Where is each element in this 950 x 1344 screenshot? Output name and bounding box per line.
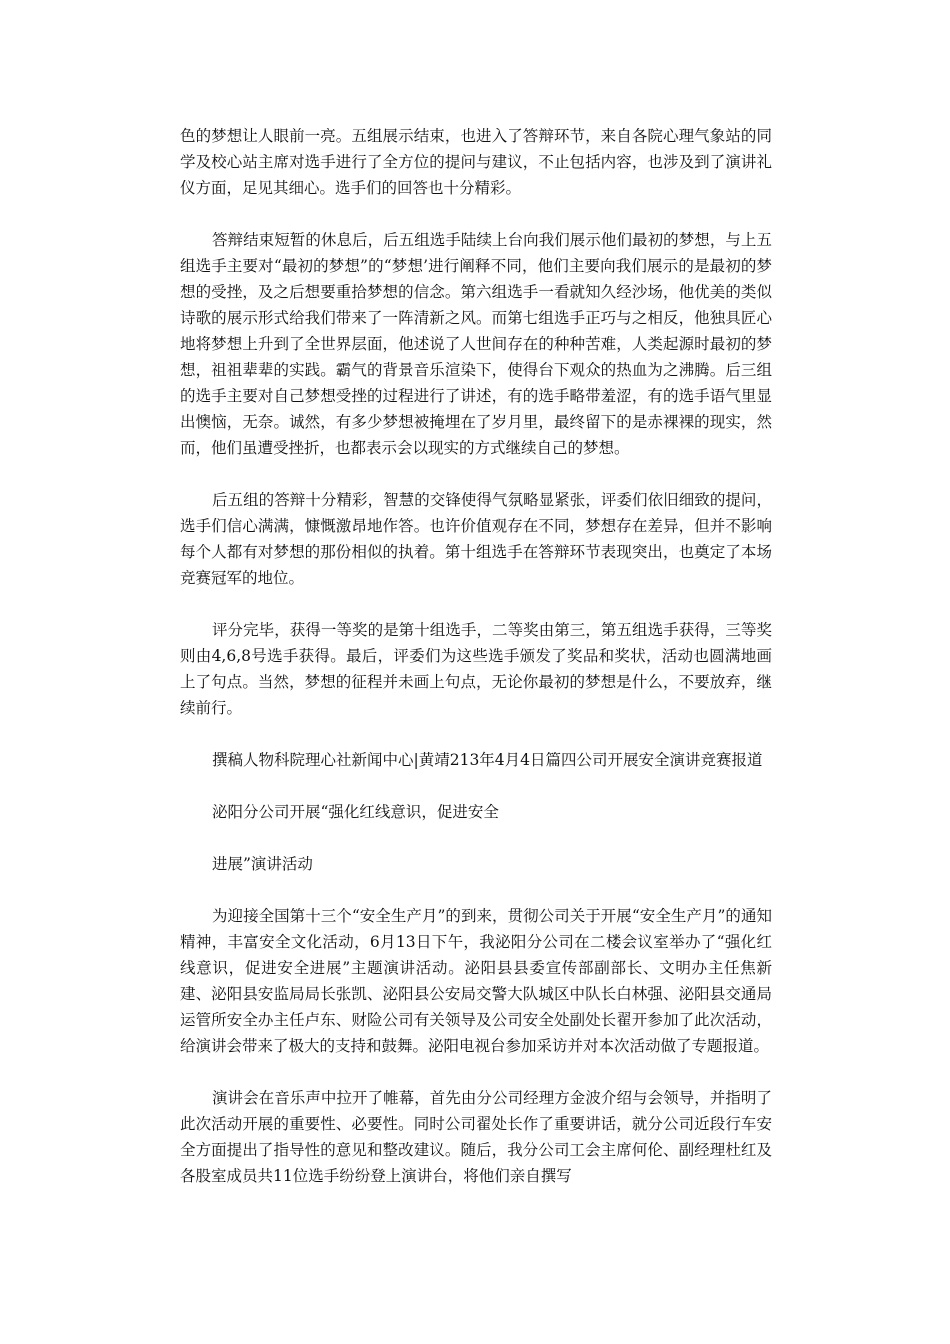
paragraph-4: 评分完毕，获得一等奖的是第十组选手，二等奖由第三，第五组选手获得，三等奖则由4,6,8号选手获得。最后，评委们为这些选手颁发了奖品和奖状，活动也圆满地画上了句点。当然，梦想的征程并未画上句点，无论你最初的梦想是什么，不要放弃，继续前行。: [180, 621, 772, 717]
paragraph-7: 进展”演讲活动: [212, 855, 313, 873]
paragraph-3: 后五组的答辩十分精彩，智慧的交锋使得气氛略显紧张，评委们依旧细致的提问，选手们信心满满，慷慨激昂地作答。也许价值观存在不同，梦想存在差异，但并不影响每个人都有对梦想的那份相似的执着。第十组选手在答辩环节表现突出，也奠定了本场竞赛冠军的地位。: [180, 491, 772, 587]
paragraph-2: 答辩结束短暂的休息后，后五组选手陆续上台向我们展示他们最初的梦想，与上五组选手主要对“最初的梦想”的“梦想’进行阐释不同，他们主要向我们展示的是最初的梦想的受挫，及之后想要重拾梦想的信念。第六组选手一看就知久经沙场，他优美的类似诗歌的展示形式给我们带来了一阵清新之风。而第七组选手正巧与之相反，他独具匠心地将梦想上升到了全世界层面，他述说了人世间存在的种种苦难，人类起源时最初的梦想，祖祖辈辈的实践。霸气的背景音乐渲染下，使得台下观众的热血为之沸腾。后三组的选手主要对自己梦想受挫的过程进行了讲述，有的选手略带羞涩，有的选手语气里显出懊恼，无奈。诚然，有多少梦想被掩埋在了岁月里，最终留下的是赤裸裸的现实，然而，他们虽遭受挫折，也都表示会以现实的方式继续自己的梦想。: [180, 231, 772, 457]
paragraph-9: 演讲会在音乐声中拉开了帷幕，首先由分公司经理方金波介绍与会领导，并指明了此次活动开展的重要性、必要性。同时公司翟处长作了重要讲话，就分公司近段行车安全方面提出了指导性的意见和整改建议。随后，我分公司工会主席何伦、副经理杜红及各股室成员共11位选手纷纷登上演讲台，将他们亲自撰写: [180, 1089, 772, 1185]
paragraph-6: 泌阳分公司开展“强化红线意识，促进安全: [212, 803, 499, 821]
paragraph-1: 色的梦想让人眼前一亮。五组展示结束，也进入了答辩环节，来自各院心理气象站的同学及校心站主席对选手进行了全方位的提问与建议，不止包括内容，也涉及到了演讲礼仪方面，足见其细心。选手们的回答也十分精彩。: [180, 127, 772, 197]
document-page: [180, 123, 772, 1215]
paragraph-8: 为迎接全国第十三个“安全生产月”的到来，贯彻公司关于开展“安全生产月”的通知精神，丰富安全文化活动，6月13日下午，我泌阳分公司在二楼会议室举办了“强化红线意识，促进安全进展”主题演讲活动。泌阳县县委宣传部副部长、文明办主任焦新建、泌阳县安监局局长张凯、泌阳县公安局交警大队城区中队长白林强、泌阳县交通局运管所安全办主任卢东、财险公司有关领导及公司安全处副处长翟开参加了此次活动，给演讲会带来了极大的支持和鼓舞。泌阳电视台参加采访并对本次活动做了专题报道。: [180, 907, 772, 1055]
paragraph-5: 撰稿人物科院理心社新闻中心|黄靖213年4月4日篇四公司开展安全演讲竞赛报道: [212, 751, 763, 769]
